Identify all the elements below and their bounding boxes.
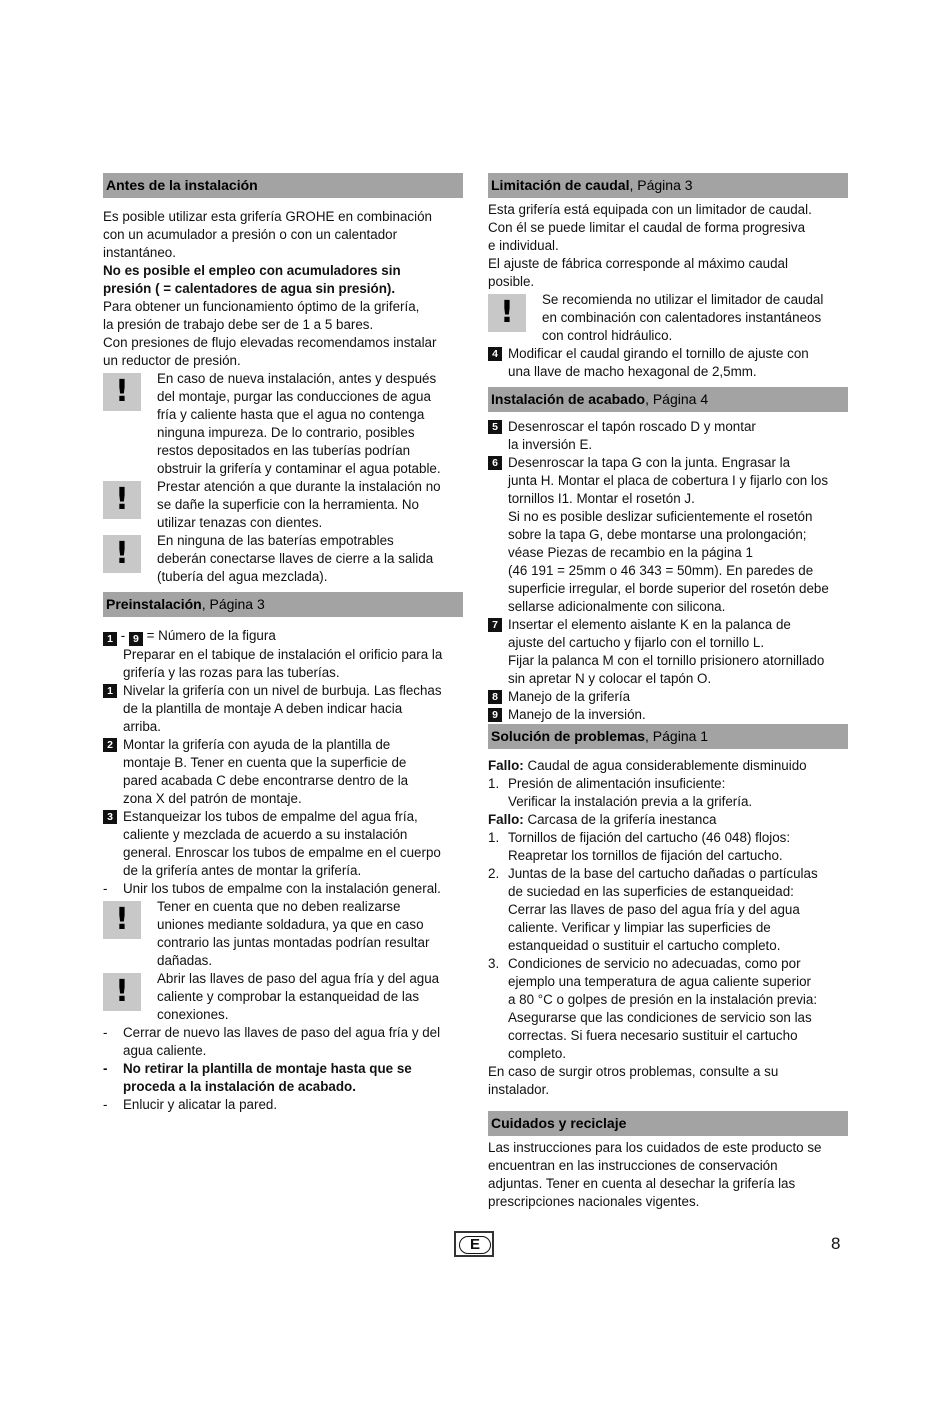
warning-icon: ! <box>103 973 141 1011</box>
step-number-badge: 6 <box>488 456 502 470</box>
fallo-line: Fallo: Carcasa de la grifería inestanca <box>488 812 717 827</box>
figure-range-line: 1 - 9 = Número de la figura <box>103 627 463 646</box>
dash-item: - Cerrar de nuevo las llaves de paso del agua fría y del agua caliente. <box>103 1025 441 1058</box>
step-8: 8 Manejo de la grifería <box>488 688 848 706</box>
warning-block: ! Se recomienda no utilizar el limitador de caudal en combinación con calentadores instantáneos con control hidráulico. <box>488 291 848 345</box>
step-4: 4 Modificar el caudal girando el tornillo de ajuste con una llave de macho hexagonal de 2,5mm. <box>488 345 848 381</box>
warning-block: ! Prestar atención a que durante la instalación no se dañe la superficie con la herramienta. No utilizar tenazas con dientes. <box>103 478 463 532</box>
step-number-badge: 4 <box>488 347 502 361</box>
warning-icon: ! <box>103 901 141 939</box>
section-header-limitacion: Limitación de caudal, Página 3 <box>488 173 848 198</box>
list-item: 1. Presión de alimentación insuficiente: Verificar la instalación previa a la grifería. <box>488 776 753 809</box>
step-number-badge: 2 <box>103 738 117 752</box>
section-header-preinstalacion: Preinstalación, Página 3 <box>103 592 463 617</box>
step-3: 3 Estanqueizar los tubos de empalme del agua fría, caliente y mezclada de acuerdo a su instalación general. Enroscar los tubos de empalme en el cuerpo de la grifería antes de montar la grifería. <box>103 808 463 880</box>
step-number-badge: 1 <box>103 632 117 646</box>
fallo-line: Fallo: Caudal de agua considerablemente disminuido <box>488 758 807 773</box>
language-badge <box>454 1231 494 1257</box>
step-number-badge: 9 <box>488 708 502 722</box>
warning-icon: ! <box>488 294 526 332</box>
step-1: 1 Nivelar la grifería con un nivel de burbuja. Las flechas de la plantilla de montaje A deben indicar hacia arriba. <box>103 682 463 736</box>
list-item: 2. Juntas de la base del cartucho dañadas o partículas de suciedad en las superficies de estanqueidad: Cerrar las llaves de paso del agua fría y del agua caliente. Verificar y limpiar las superficies de estanqueidad o sustituir el cartucho completo. <box>488 866 818 953</box>
antes-intro: Es posible utilizar esta grifería GROHE en combinación con un acumulador a presión o con un calentador instantáneo. No es posible el empleo con acumuladores sin presión ( = calentadores de agua sin presión). Para obtener un funcionamiento óptimo de la grifería, la presión de trabajo debe ser de 1 a 5 bares. Con presiones de flujo elevadas recomendamos instalar un reductor de presión. <box>103 209 437 368</box>
section-header-acabado: Instalación de acabado, Página 4 <box>488 387 848 412</box>
step-2: 2 Montar la grifería con ayuda de la plantilla de montaje B. Tener en cuenta que la superficie de pared acabada C debe encontrarse dentro de la zona X del patrón de montaje. <box>103 736 463 808</box>
closing-text: En caso de surgir otros problemas, consulte a su <box>488 1064 779 1079</box>
list-item: 3. Condiciones de servicio no adecuadas, como por ejemplo una temperatura de agua caliente superior a 80 °C o golpes de presión en la instalación previa: Asegurarse que las condiciones de servicio son las correctas. Si fuera necesario sustituir el cartucho completo. <box>488 956 818 1061</box>
section-header-cuidados: Cuidados y reciclaje <box>488 1111 848 1136</box>
step-number-badge: 8 <box>488 690 502 704</box>
step-number-badge: 5 <box>488 420 502 434</box>
limitacion-text: Esta grifería está equipada con un limitador de caudal. Con él se puede limitar el caudal de forma progresiva e individual. El ajuste de fábrica corresponde al máximo caudal posible. <box>488 202 812 289</box>
step-number-badge: 3 <box>103 810 117 824</box>
closing-text: instalador. <box>488 1082 550 1097</box>
language-code: E <box>459 1236 491 1254</box>
pre-intro: Preparar en el tabique de instalación el orificio para la grifería y las rozas para las tuberías. <box>123 647 443 680</box>
dash-item: - Unir los tubos de empalme con la instalación general. <box>103 881 441 896</box>
dash-item: - Enlucir y alicatar la pared. <box>103 1097 278 1112</box>
step-6: 6 Desenroscar la tapa G con la junta. Engrasar la junta H. Montar el placa de cobertura I y fijarlo con los tornillos I1. Montar el rosetón J. Si no es posible deslizar suficientemente el rosetón sobre la tapa G, debe montarse una prolongación; véase Piezas de recambio en la página 1 (46 191 = 25mm o 46 343 = 50mm). En paredes de superficie irregular, el borde superior del rosetón debe sellarse adicionalmente con silicona. <box>488 454 848 616</box>
page-number: 8 <box>831 1234 841 1253</box>
warning-block: ! En caso de nueva instalación, antes y después del montaje, purgar las conducciones de agua fría y caliente hasta que el agua no contenga ninguna impureza. De lo contrario, posibles restos depositados en las tuberías podrían obstruir la grifería y contaminar el agua potable. <box>103 370 463 478</box>
warning-icon: ! <box>103 481 141 519</box>
dash-item: - No retirar la plantilla de montaje hasta que se proceda a la instalación de acabado. <box>103 1061 412 1094</box>
step-5: 5 Desenroscar el tapón roscado D y montar la inversión E. <box>488 418 848 454</box>
warning-icon: ! <box>103 373 141 411</box>
left-column <box>103 173 463 1114</box>
section-header-solucion: Solución de problemas, Página 1 <box>488 724 848 749</box>
cuidados-text: Las instrucciones para los cuidados de este producto se encuentran en las instrucciones de conservación adjuntas. Tener en cuenta al desechar la grifería las prescripciones nacionales vigentes. <box>488 1140 822 1209</box>
step-number-badge: 1 <box>103 684 117 698</box>
step-7: 7 Insertar el elemento aislante K en la palanca de ajuste del cartucho y fijarlo con el tornillo L. Fijar la palanca M con el tornillo prisionero atornillado sin apretar N y colocar el tapón O. <box>488 616 848 688</box>
right-column <box>488 173 848 1211</box>
section-header-antes: Antes de la instalación <box>103 173 463 198</box>
step-9: 9 Manejo de la inversión. <box>488 706 848 724</box>
warning-block: ! Tener en cuenta que no deben realizarse uniones mediante soldadura, ya que en caso contrario las juntas montadas podrían resultar dañadas. <box>103 898 463 970</box>
step-number-badge: 9 <box>129 632 143 646</box>
warning-block: ! Abrir las llaves de paso del agua fría y del agua caliente y comprobar la estanqueidad de las conexiones. <box>103 970 463 1024</box>
step-number-badge: 7 <box>488 618 502 632</box>
warning-block: ! En ninguna de las baterías empotrables deberán conectarse llaves de cierre a la salida (tubería del agua mezclada). <box>103 532 463 586</box>
warning-icon: ! <box>103 535 141 573</box>
list-item: 1. Tornillos de fijación del cartucho (46 048) flojos: Reapretar los tornillos de fijación del cartucho. <box>488 830 791 863</box>
